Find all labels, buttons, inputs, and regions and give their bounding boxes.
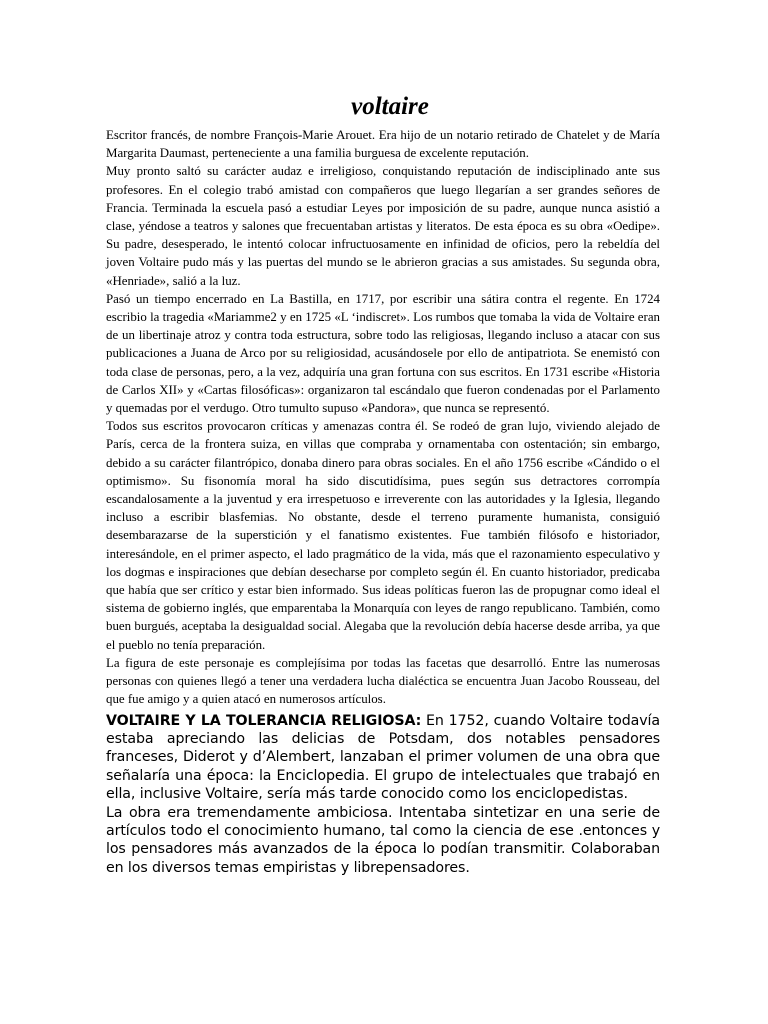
section-heading: VOLTAIRE Y LA TOLERANCIA RELIGIOSA: [106,712,422,729]
section-paragraph-2: La obra era tremendamente ambiciosa. Intentaba sintetizar en una serie de artículos todo el conocimiento humano, tal como la ciencia de ese .entonces y los pensadores más avanzados de la época lo podían transmitir. Colaboraban en los diversos temas empiristas y librepensadores. [106,804,660,876]
section-paragraph-1 [106,712,660,804]
paragraph-bastille: Pasó un tiempo encerrado en La Bastilla, en 1717, por escribir una sátira contra el regente. En 1724 escribio la tragedia «Mariamme2 y en 1725 «L ‘indiscret». Los rumbos que tomaba la vida de Voltaire eran de un libertinaje atroz y contra toda estructura, sobre todo las religiosas, llegando incluso a atacar con sus publicaciones a Juana de Arco por su religiosidad, acusándosele por ello de antipatriota. Se enemistó con toda clase de personas, pero, a la vez, adquiría una gran fortuna con sus escritos. En 1731 escribe «Historia de Carlos XII» y «Cartas filosóficas»: organizaron tal escándalo que fueron condenadas por el Parlamento y quemadas por el verdugo. Otro tumulto supuso «Pandora», que nunca se representó. [106,291,660,416]
tolerance-section [106,712,660,878]
document-page [106,88,660,877]
paragraph-writings: Todos sus escritos provocaron críticas y amenazas contra él. Se rodeó de gran lujo, viviendo alejado de París, cerca de la frontera suiza, en villas que compraba y ornamentaba con ostentación; sin embargo, debido a su carácter filantrópico, donaba dinero para obras sociales. En el año 1756 escribe «Cándido o el optimismo». Su fisonomía moral ha sido discutidísima, pues según sus detractores corrompía escandalosamente a la juventud y era irrespetuoso e irreverente con las autoridades y la Iglesia, llegando incluso a escribir blasfemias. No obstante, desde el terreno puramente humanista, consiguió desembarazarse de la superstición y el fanatismo existentes. Fue también filósofo e historiador, interesándole, en el primer aspecto, el lado pragmático de la vida, más que el razonamiento especulativo y los dogmas e inspiraciones que debían desecharse por completo según él. En cuanto historiador, predicaba que había que ser crítico y estar bien informado. Sus ideas políticas fueron las de propugnar como ideal el sistema de gobierno inglés, que emparentaba la Monarquía con leyes de rango republicano. También, como buen burgués, aceptaba la desigualdad social. Alegaba que la revolución debía hacerse desde arriba, ya que el pueblo no tenía preparación. [106,419,660,652]
section-text: En 1752, cuando Voltaire todavía estaba apreciando las delicias de Potsdam, dos notables pensadores franceses, Diderot y d’Alembert, lanzaban el primer volumen de una obra que señalaría una época: la Enciclopedia. El grupo de intelectuales que trabajó en ella, inclusive Voltaire, sería más tarde conocido como los enciclopedistas. [106,712,660,803]
document-title: voltaire [351,93,429,120]
paragraph-rousseau: La figura de este personaje es complejísima por todas las facetas que desarrolló. Entre las numerosas personas con quienes llegó a tener una verdadera lucha dialéctica se encuentra Juan Jacobo Rousseau, del que fue amigo y a quien atacó en numerosos artículos. [106,655,660,707]
paragraph-youth: Muy pronto saltó su carácter audaz e irreligioso, conquistando reputación de indisciplinado ante sus profesores. En el colegio trabó amistad con compañeros que luego llegarían a ser grandes señores de Francia. Terminada la escuela pasó a estudiar Leyes por imposición de su padre, aunque nunca asistió a clase, yéndose a teatros y salones que frecuentaban artistas y literatos. De esta época es su obra «Oedipe». Su padre, desesperado, le intentó colocar infructuosamente en infinidad de oficios, pero la rebeldía del joven Voltaire pudo más y las puertas del mundo se le abrieron gracias a sus amistades. Su segunda obra, «Henriade», salió a la luz. [106,164,660,288]
biography-body [106,126,660,709]
paragraph-intro: Escritor francés, de nombre François-Marie Arouet. Era hijo de un notario retirado de Chatelet y de María Margarita Daumast, perteneciente a una familia burguesa de excelente reputación. [106,128,660,161]
